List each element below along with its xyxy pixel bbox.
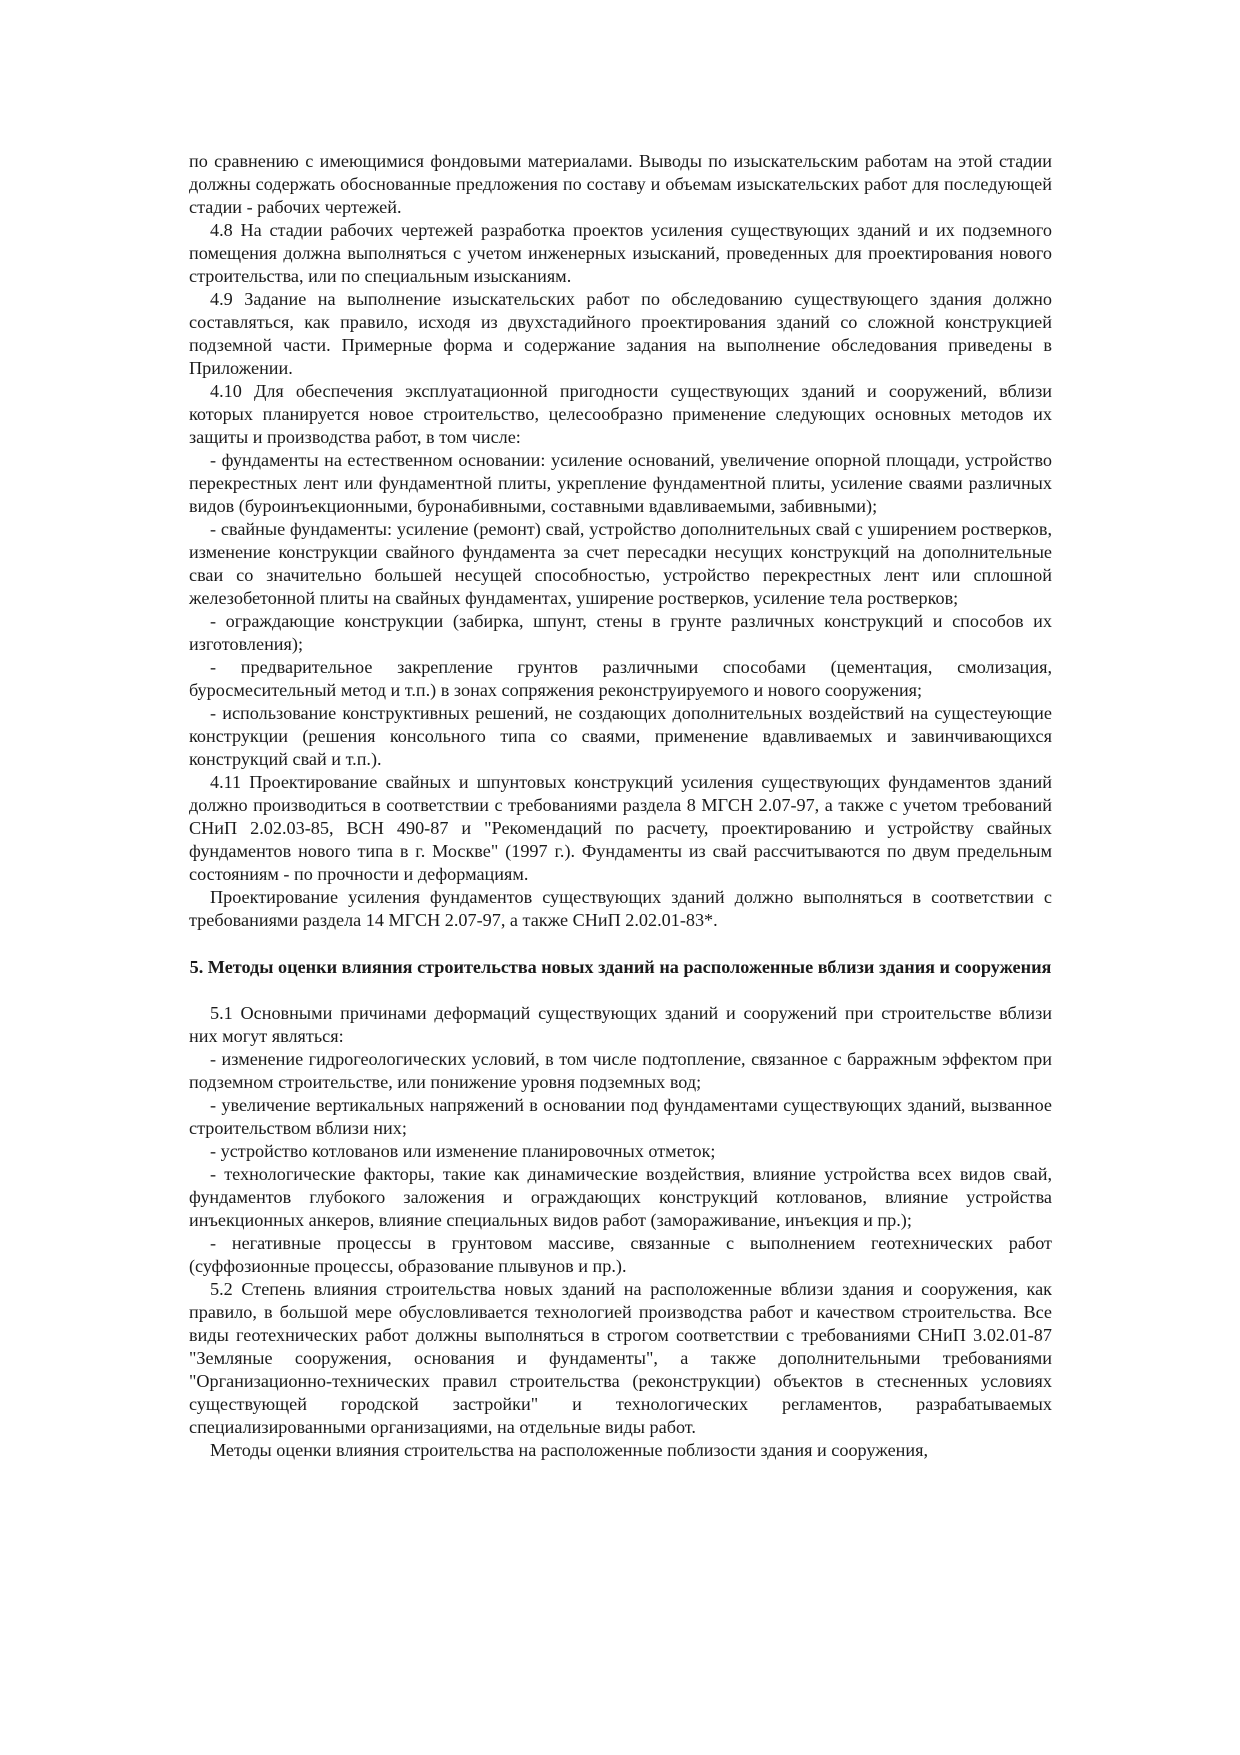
section-4-body — [189, 150, 1052, 932]
paragraph-4-10: 4.10 Для обеспечения эксплуатационной пригодности существующих зданий и сооружений, вблизи которых планируется новое строительство, целесообразно применение следующих основных методов их защиты и производства работ, в том числе: — [189, 381, 1052, 447]
paragraph-4-9: 4.9 Задание на выполнение изыскательских работ по обследованию существующего здания должно составляться, как правило, исходя из двухстадийного проектирования зданий со сложной конструкцией подземной части. Примерные форма и содержание задания на выполнение обследования приведены в Приложении. — [189, 289, 1052, 378]
list-item: - увеличение вертикальных напряжений в основании под фундаментами существующих зданий, вызванное строительством вблизи них; — [189, 1095, 1052, 1138]
list-item: - технологические факторы, такие как динамические воздействия, влияние устройства всех видов свай, фундаментов глубокого заложения и ограждающих конструкций котлованов, влияние устройства инъекционных анкеров, влияние специальных видов работ (замораживание, инъекция и пр.); — [189, 1164, 1052, 1230]
list-item: - устройство котлованов или изменение планировочных отметок; — [210, 1141, 716, 1161]
list-item: - использование конструктивных решений, не создающих дополнительных воздействий на сущестеующие конструкции (решения консольного типа со сваями, применение вдавливаемых и завинчивающихся конструкций свай и т.п.). — [189, 703, 1052, 769]
list-item: - фундаменты на естественном основании: усиление оснований, увеличение опорной площади, устройство перекрестных лент или фундаментной плиты, укрепление фундаментной плиты, усиление сваями различных видов (буроинъекционными, буронабивными, составными вдавливаемыми, забивными); — [189, 450, 1052, 516]
paragraph-5-1: 5.1 Основными причинами деформаций существующих зданий и сооружений при строительстве вблизи них могут являться: — [189, 1003, 1052, 1046]
list-item: - ограждающие конструкции (забирка, шпунт, стены в грунте различных конструкций и способов их изготовления); — [189, 611, 1052, 654]
paragraph-5-2: 5.2 Степень влияния строительства новых зданий на расположенные вблизи здания и сооружения, как правило, в большой мере обусловливается технологией производства работ и качеством строительства. Все виды геотехнических работ должны выполняться в строгом соответствии с требованиями СНиП 3.02.01-87 "Земляные сооружения, основания и фундаменты", а также дополнительными требованиями "Организационно-технических правил строительства (реконструкции) объектов в стесненных условиях существующей городской застройки" и технологических регламентов, разрабатываемых специализированными организациями, на отдельные виды работ. — [189, 1279, 1052, 1437]
paragraph: по сравнению с имеющимися фондовыми материалами. Выводы по изыскательским работам на этой стадии должны содержать обоснованные предложения по составу и объемам изыскательских работ для последующей стадии - рабочих чертежей. — [189, 151, 1052, 217]
list-item: - предварительное закрепление грунтов различными способами (цементация, смолизация, буросмесительный метод и т.п.) в зонах сопряжения реконструируемого и нового сооружения; — [189, 657, 1052, 700]
list-item: - свайные фундаменты: усиление (ремонт) свай, устройство дополнительных свай с уширением ростверков, изменение конструкции свайного фундамента за счет пересадки несущих конструкций на дополнительные сваи со значительно большей несущей способностью, устройство перекрестных лент или сплошной железобетонной плиты на свайных фундаментах, уширение ростверков, усиление тела ростверков; — [189, 519, 1052, 608]
paragraph-4-11: 4.11 Проектирование свайных и шпунтовых конструкций усиления существующих фундаментов зданий должно производиться в соответствии с требованиями раздела 8 МГСН 2.07-97, а также с учетом требований СНиП 2.02.03-85, ВСН 490-87 и "Рекомендаций по расчету, проектированию и устройству свайных фундаментов нового типа в г. Москве" (1997 г.). Фундаменты из свай рассчитываются по двум предельным состояниям - по прочности и деформациям. — [189, 772, 1052, 884]
document-page — [189, 150, 1052, 1462]
list-item: - негативные процессы в грунтовом массиве, связанные с выполнением геотехнических работ (суффозионные процессы, образование плывунов и пр.). — [189, 1233, 1052, 1276]
paragraph: Методы оценки влияния строительства на расположенные поблизости здания и сооружения, — [210, 1440, 929, 1460]
section-5-body — [189, 1002, 1052, 1462]
paragraph: Проектирование усиления фундаментов существующих зданий должно выполняться в соответствии с требованиями раздела 14 МГСН 2.07-97, а также СНиП 2.02.01-83*. — [189, 887, 1052, 930]
paragraph-4-8: 4.8 На стадии рабочих чертежей разработка проектов усиления существующих зданий и их подземного помещения должна выполняться с учетом инженерных изысканий, проведенных для проектирования нового строительства, или по специальным изысканиям. — [189, 220, 1052, 286]
section-5-heading: 5. Методы оценки влияния строительства новых зданий на расположенные вблизи здания и сооружения — [189, 957, 1052, 977]
list-item: - изменение гидрогеологических условий, в том числе подтопление, связанное с барражным эффектом при подземном строительстве, или понижение уровня подземных вод; — [189, 1049, 1052, 1092]
